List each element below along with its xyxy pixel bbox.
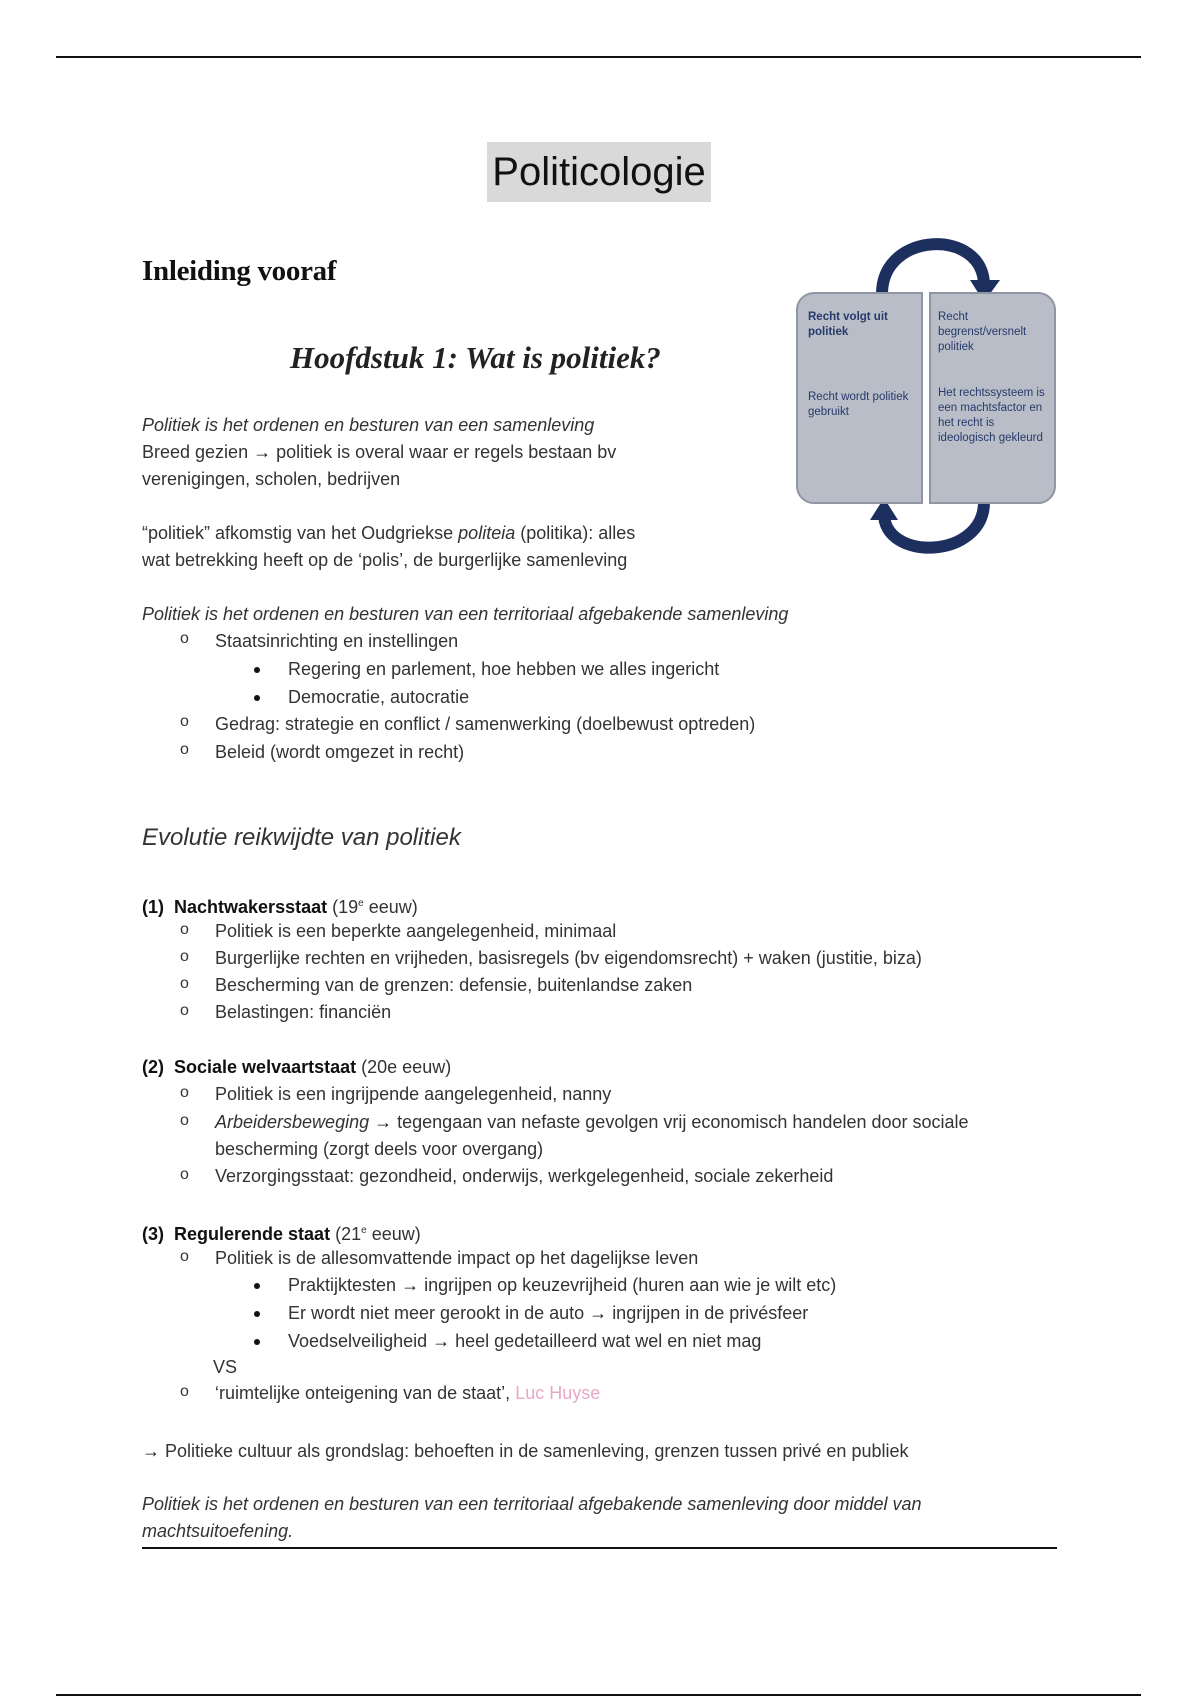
- list-item: [215, 1380, 600, 1407]
- final-definition-line-2: machtsuitoefening.: [142, 1521, 294, 1541]
- list-item: Burgerlijke rechten en vrijheden, basisregels (bv eigendomsrecht) + waken (justitie, biza): [215, 948, 922, 968]
- arrow-icon: →: [401, 1275, 420, 1295]
- list-item: Verzorgingsstaat: gezondheid, onderwijs, werkgelegenheid, sociale zekerheid: [215, 1166, 834, 1186]
- section-name: Nachtwakersstaat: [174, 897, 328, 917]
- bullet-dot: [254, 667, 260, 673]
- list-item: Staatsinrichting en instellingen: [215, 631, 459, 651]
- section-name: Regulerende staat: [174, 1224, 331, 1244]
- section-2-heading: [142, 1054, 451, 1081]
- culture-text: Politieke cultuur als grondslag: behoeften in de samenleving, grenzen tussen privé en publiek: [165, 1441, 909, 1461]
- bullet-circle: o: [180, 741, 189, 758]
- list-item-text: Praktijktesten: [288, 1275, 397, 1295]
- chapter-heading: Hoofdstuk 1: Wat is politiek?: [290, 340, 661, 375]
- section-era: [335, 1224, 421, 1244]
- bullet-circle: o: [180, 948, 189, 965]
- definition-1: Politiek is het ordenen en besturen van een samenleving: [142, 415, 595, 435]
- bullet-dot: [254, 1339, 260, 1345]
- diagram-right-bottom-text: Het rechtssysteem is een machtsfactor en het recht is ideologisch gekleurd: [938, 387, 1045, 444]
- section-number: (1): [142, 897, 164, 917]
- list-item: Regering en parlement, hoe hebben we alles ingericht: [288, 659, 720, 679]
- list-item: Belastingen: financiën: [215, 1002, 392, 1022]
- section-number: (2): [142, 1057, 164, 1077]
- section-number: (3): [142, 1224, 164, 1244]
- underline-rule: [142, 1547, 1057, 1549]
- list-item-continuation: bescherming (zorgt deels voor overgang): [215, 1139, 544, 1159]
- list-item-text: ingrijpen in de privésfeer: [612, 1303, 809, 1323]
- arrow-icon: →: [253, 442, 272, 462]
- list-item: Democratie, autocratie: [288, 687, 470, 707]
- versus-label: VS: [213, 1357, 238, 1377]
- origin-text: “politiek” afkomstig van het Oudgriekse: [142, 523, 454, 543]
- bullet-circle: o: [180, 1112, 189, 1129]
- bullet-circle: o: [180, 921, 189, 938]
- quote-text: ‘ruimtelijke onteigening van de staat’,: [215, 1383, 511, 1403]
- bottom-rule: [56, 1694, 1141, 1696]
- list-item: Politiek is de allesomvattende impact op het dagelijkse leven: [215, 1248, 699, 1268]
- list-item-text: tegengaan van nefaste gevolgen vrij economisch handelen door sociale: [397, 1112, 969, 1132]
- era-text: (19: [332, 897, 359, 917]
- bullet-circle: o: [180, 1383, 189, 1400]
- list-item-text: Er wordt niet meer gerookt in de auto: [288, 1303, 585, 1323]
- era-text: eeuw): [368, 897, 418, 917]
- culture-line: [142, 1438, 908, 1465]
- bullet-circle: o: [180, 1166, 189, 1183]
- broad-view-examples: verenigingen, scholen, bedrijven: [142, 469, 401, 489]
- law-politics-cycle-diagram: [770, 230, 1130, 570]
- author-link: Luc Huyse: [515, 1383, 601, 1403]
- origin-text-2: (politika): alles: [520, 523, 636, 543]
- section-era: [332, 897, 418, 917]
- broad-view-line: [142, 439, 616, 466]
- arrow-icon: →: [142, 1441, 160, 1461]
- italic-term: Arbeidersbeweging: [215, 1112, 370, 1132]
- origin-line-2: wat betrekking heeft op de ‘polis’, de burgerlijke samenleving: [142, 550, 628, 570]
- bullet-dot: [254, 695, 260, 701]
- diagram-left-bottom-text: Recht wordt politiek gebruikt: [808, 391, 909, 418]
- section-1-heading: [142, 890, 418, 921]
- broad-view-text: politiek is overal waar er regels bestaan bv: [276, 442, 617, 462]
- bullet-dot: [254, 1311, 260, 1317]
- era-text: eeuw): [371, 1224, 421, 1244]
- top-rule: [56, 56, 1141, 58]
- arrow-icon: →: [589, 1303, 608, 1323]
- list-item: Bescherming van de grenzen: defensie, buitenlandse zaken: [215, 975, 693, 995]
- arrow-icon: →: [432, 1331, 451, 1351]
- list-item: Politiek is een beperkte aangelegenheid, minimaal: [215, 921, 617, 941]
- list-item: [288, 1328, 761, 1355]
- list-item-text: heel gedetailleerd wat wel en niet mag: [455, 1331, 762, 1351]
- bullet-circle: o: [180, 975, 189, 992]
- era-superscript: e: [361, 1225, 367, 1236]
- bullet-circle: o: [180, 630, 189, 647]
- list-item: Beleid (wordt omgezet in recht): [215, 742, 465, 762]
- list-item: [288, 1300, 808, 1327]
- section-3-heading: [142, 1217, 421, 1248]
- list-item: [215, 1109, 969, 1136]
- list-item: [288, 1272, 836, 1299]
- section-era: (20e eeuw): [361, 1057, 452, 1077]
- arrow-icon: →: [374, 1112, 393, 1132]
- final-definition-line-1: Politiek is het ordenen en besturen van een territoriaal afgebakende samenleving door middel van: [142, 1494, 922, 1514]
- origin-greek-word: politeia: [458, 523, 516, 543]
- bullet-circle: o: [180, 713, 189, 730]
- document-title: Politicologie: [487, 142, 711, 202]
- diagram-left-top-text: Recht volgt uit politiek: [808, 311, 888, 338]
- era-text: (21: [335, 1224, 362, 1244]
- list-item-text: Voedselveiligheid: [288, 1331, 428, 1351]
- origin-line: [142, 520, 635, 547]
- era-superscript: e: [358, 898, 364, 909]
- bullet-circle: o: [180, 1002, 189, 1019]
- diagram-right-top-text: Recht begrenst/versnelt politiek: [938, 311, 1027, 353]
- bullet-circle: o: [180, 1248, 189, 1265]
- list-item: Gedrag: strategie en conflict / samenwerking (doelbewust optreden): [215, 714, 756, 734]
- list-item-text: ingrijpen op keuzevrijheid (huren aan wie je wilt etc): [424, 1275, 837, 1295]
- evolution-heading: Evolutie reikwijdte van politiek: [142, 824, 461, 851]
- bullet-circle: o: [180, 1084, 189, 1101]
- section-name: Sociale welvaartstaat: [174, 1057, 357, 1077]
- bullet-dot: [254, 1283, 260, 1289]
- list-item: Politiek is een ingrijpende aangelegenheid, nanny: [215, 1084, 612, 1104]
- broad-view-label: Breed gezien: [142, 442, 249, 462]
- intro-heading: Inleiding vooraf: [142, 255, 337, 287]
- definition-2: Politiek is het ordenen en besturen van een territoriaal afgebakende samenleving: [142, 604, 789, 624]
